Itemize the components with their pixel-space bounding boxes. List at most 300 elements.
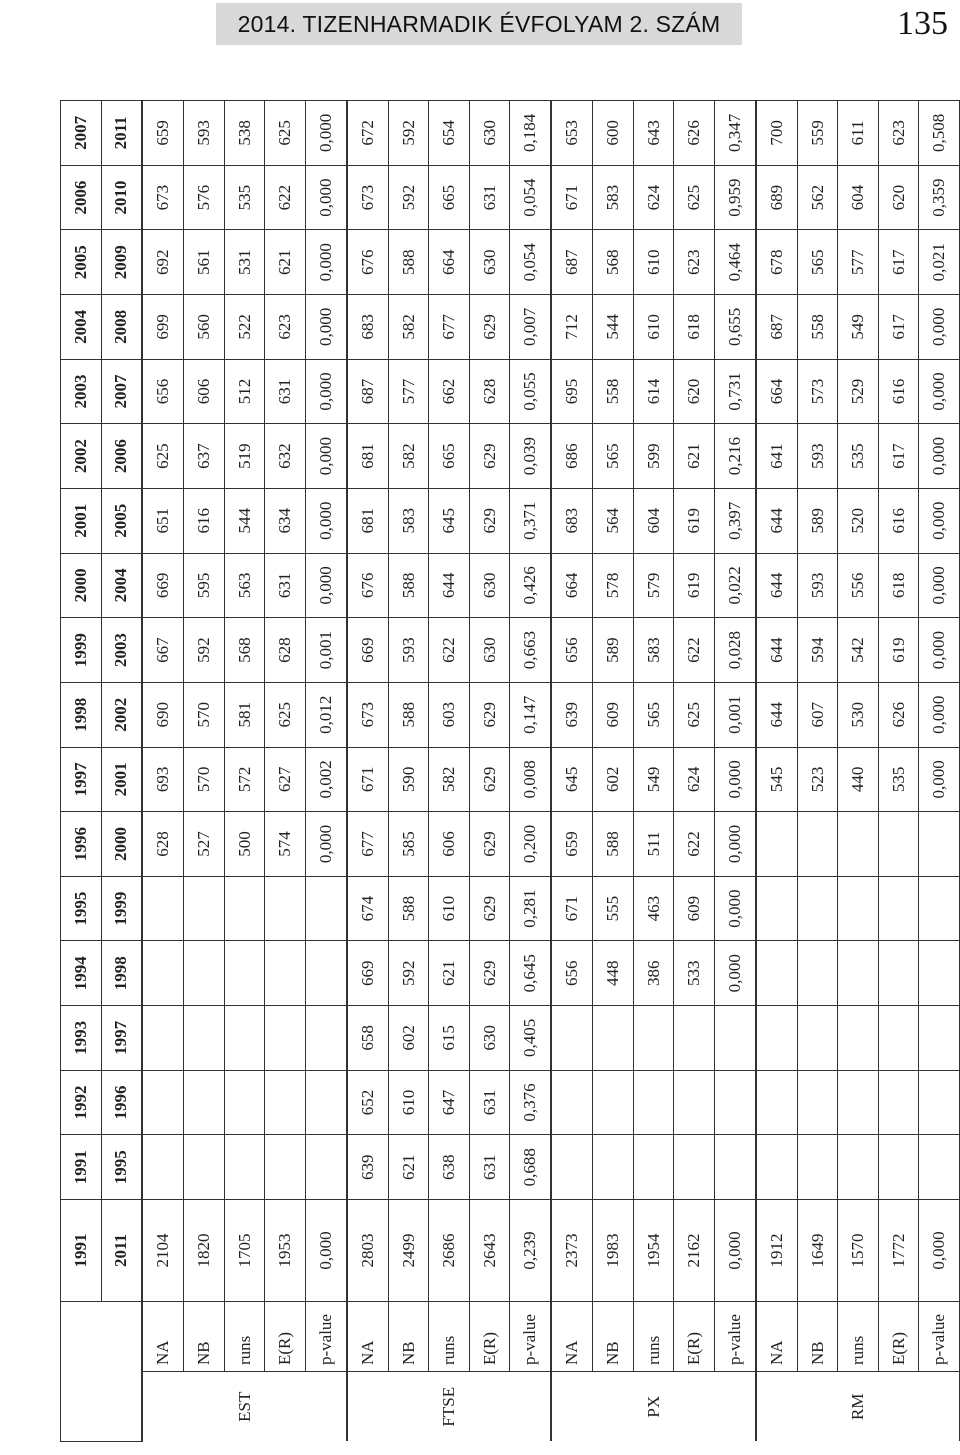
value-cell: 639: [551, 682, 592, 747]
value-cell: 609: [593, 682, 634, 747]
value-cell: 629: [469, 876, 510, 941]
value-cell: 0,039: [510, 424, 551, 489]
value-cell: 683: [347, 295, 388, 360]
value-cell: 561: [184, 230, 225, 295]
value-cell: 0,000: [305, 488, 346, 553]
value-cell: 0,000: [919, 1200, 960, 1302]
value-cell: 629: [469, 941, 510, 1006]
value-cell: 659: [551, 812, 592, 877]
value-cell: 512: [224, 359, 265, 424]
value-cell: 616: [878, 359, 919, 424]
value-cell: 578: [593, 553, 634, 618]
value-cell: 0,000: [919, 682, 960, 747]
value-cell: 523: [797, 747, 838, 812]
value-cell: [633, 1135, 674, 1200]
value-cell: 0,426: [510, 553, 551, 618]
end-year-cell: 2000: [101, 812, 142, 877]
value-cell: 620: [674, 359, 715, 424]
value-cell: [593, 1135, 634, 1200]
value-cell: 594: [797, 618, 838, 683]
value-cell: 695: [551, 359, 592, 424]
value-cell: 0,000: [305, 424, 346, 489]
value-cell: 0,959: [714, 165, 755, 230]
end-year-cell: 1996: [101, 1070, 142, 1135]
value-cell: 630: [469, 618, 510, 683]
value-cell: 630: [469, 1006, 510, 1071]
value-cell: [305, 1006, 346, 1071]
value-cell: 0,000: [919, 295, 960, 360]
value-cell: 588: [388, 230, 429, 295]
value-cell: 511: [633, 812, 674, 877]
start-year-cell: 2002: [61, 424, 102, 489]
value-cell: 671: [347, 747, 388, 812]
value-cell: 448: [593, 941, 634, 1006]
value-cell: [674, 1006, 715, 1071]
value-cell: 689: [756, 165, 797, 230]
value-cell: 693: [142, 747, 183, 812]
value-cell: 574: [265, 812, 306, 877]
value-cell: 664: [429, 230, 470, 295]
value-cell: 631: [469, 165, 510, 230]
value-cell: 630: [469, 101, 510, 166]
value-cell: 549: [838, 295, 879, 360]
value-cell: 618: [674, 295, 715, 360]
value-cell: 0,000: [919, 424, 960, 489]
end-year-cell: 2010: [101, 165, 142, 230]
value-cell: 577: [838, 230, 879, 295]
start-year-cell: 2007: [61, 101, 102, 166]
value-cell: 674: [347, 876, 388, 941]
value-cell: 0,000: [305, 1200, 346, 1302]
value-cell: 562: [797, 165, 838, 230]
value-cell: 565: [797, 230, 838, 295]
value-cell: [265, 1006, 306, 1071]
value-cell: 619: [674, 553, 715, 618]
value-cell: 621: [265, 230, 306, 295]
value-cell: 651: [142, 488, 183, 553]
row-label: p-value: [510, 1302, 551, 1372]
value-cell: [184, 1135, 225, 1200]
value-cell: 593: [797, 553, 838, 618]
value-cell: [224, 1070, 265, 1135]
value-cell: 0,371: [510, 488, 551, 553]
value-cell: 662: [429, 359, 470, 424]
value-cell: [838, 876, 879, 941]
value-cell: 627: [265, 747, 306, 812]
table-row: [633, 101, 674, 1442]
value-cell: [224, 876, 265, 941]
value-cell: 676: [347, 230, 388, 295]
value-cell: [551, 1006, 592, 1071]
value-cell: 664: [756, 359, 797, 424]
row-label: E(R): [265, 1302, 306, 1372]
value-cell: [838, 812, 879, 877]
value-cell: 669: [347, 618, 388, 683]
value-cell: [674, 1070, 715, 1135]
value-cell: 1954: [633, 1200, 674, 1302]
value-cell: 2686: [429, 1200, 470, 1302]
row-label: p-value: [714, 1302, 755, 1372]
start-year-cell: 1991: [61, 1135, 102, 1200]
value-cell: 671: [551, 876, 592, 941]
value-cell: 634: [265, 488, 306, 553]
value-cell: 681: [347, 488, 388, 553]
value-cell: 639: [347, 1135, 388, 1200]
value-cell: [142, 1135, 183, 1200]
value-cell: 622: [265, 165, 306, 230]
value-cell: 590: [388, 747, 429, 812]
value-cell: 622: [674, 618, 715, 683]
value-cell: 629: [469, 424, 510, 489]
value-cell: [878, 1006, 919, 1071]
value-cell: 592: [388, 165, 429, 230]
value-cell: 2104: [142, 1200, 183, 1302]
value-cell: [756, 1135, 797, 1200]
table-row: [347, 101, 388, 1442]
value-cell: 0,000: [714, 747, 755, 812]
value-cell: 0,405: [510, 1006, 551, 1071]
value-cell: [184, 876, 225, 941]
value-cell: 616: [878, 488, 919, 553]
value-cell: 558: [797, 295, 838, 360]
value-cell: 570: [184, 747, 225, 812]
value-cell: 1912: [756, 1200, 797, 1302]
value-cell: 577: [388, 359, 429, 424]
value-cell: 0,054: [510, 230, 551, 295]
value-cell: [714, 1070, 755, 1135]
end-year-cell: 2009: [101, 230, 142, 295]
value-cell: [265, 1135, 306, 1200]
value-cell: 2643: [469, 1200, 510, 1302]
row-label: E(R): [878, 1302, 919, 1372]
value-cell: 0,054: [510, 165, 551, 230]
value-cell: 0,184: [510, 101, 551, 166]
value-cell: 624: [633, 165, 674, 230]
value-cell: 1983: [593, 1200, 634, 1302]
value-cell: 573: [797, 359, 838, 424]
value-cell: 530: [838, 682, 879, 747]
value-cell: 0,000: [919, 747, 960, 812]
value-cell: [305, 1135, 346, 1200]
value-cell: 0,000: [305, 812, 346, 877]
value-cell: [756, 1006, 797, 1071]
value-cell: 669: [347, 941, 388, 1006]
value-cell: 656: [551, 618, 592, 683]
row-label: NB: [388, 1302, 429, 1372]
value-cell: 0,001: [305, 618, 346, 683]
index-name: EST: [142, 1372, 346, 1442]
value-cell: 1570: [838, 1200, 879, 1302]
value-cell: 463: [633, 876, 674, 941]
value-cell: 664: [551, 553, 592, 618]
value-cell: [797, 941, 838, 1006]
table-row: [469, 101, 510, 1442]
value-cell: 2162: [674, 1200, 715, 1302]
value-cell: 617: [878, 230, 919, 295]
value-cell: [265, 941, 306, 1006]
value-cell: 560: [184, 295, 225, 360]
table-row: [878, 101, 919, 1442]
value-cell: 644: [429, 553, 470, 618]
value-cell: 582: [388, 424, 429, 489]
start-year-cell: 2005: [61, 230, 102, 295]
value-cell: 533: [674, 941, 715, 1006]
value-cell: 617: [878, 424, 919, 489]
value-cell: 588: [388, 553, 429, 618]
value-cell: 631: [469, 1135, 510, 1200]
value-cell: 589: [797, 488, 838, 553]
value-cell: 599: [633, 424, 674, 489]
value-cell: [142, 876, 183, 941]
table-row: [510, 101, 551, 1442]
value-cell: 544: [224, 488, 265, 553]
value-cell: 558: [593, 359, 634, 424]
value-cell: [797, 1070, 838, 1135]
value-cell: 0,347: [714, 101, 755, 166]
value-cell: 617: [878, 295, 919, 360]
value-cell: 0,731: [714, 359, 755, 424]
value-cell: 630: [469, 230, 510, 295]
table-row: [224, 101, 265, 1442]
start-year-cell: 1995: [61, 876, 102, 941]
value-cell: 687: [756, 295, 797, 360]
value-cell: 632: [265, 424, 306, 489]
value-cell: [184, 1070, 225, 1135]
value-cell: [142, 1070, 183, 1135]
value-cell: [797, 876, 838, 941]
value-cell: 644: [756, 618, 797, 683]
value-cell: [838, 1135, 879, 1200]
value-cell: 602: [388, 1006, 429, 1071]
value-cell: 628: [265, 618, 306, 683]
value-cell: [305, 941, 346, 1006]
row-label: runs: [429, 1302, 470, 1372]
value-cell: 538: [224, 101, 265, 166]
value-cell: 620: [878, 165, 919, 230]
value-cell: 559: [797, 101, 838, 166]
value-cell: 0,200: [510, 812, 551, 877]
journal-header: 2014. TIZENHARMADIK ÉVFOLYAM 2. SZÁM: [216, 3, 742, 45]
value-cell: 610: [633, 295, 674, 360]
table-row: [756, 101, 797, 1442]
value-cell: [184, 941, 225, 1006]
value-cell: 644: [756, 682, 797, 747]
end-year-cell: 2007: [101, 359, 142, 424]
value-cell: [551, 1135, 592, 1200]
value-cell: 535: [878, 747, 919, 812]
value-cell: [593, 1070, 634, 1135]
table-row: [797, 101, 838, 1442]
value-cell: 592: [184, 618, 225, 683]
value-cell: 621: [429, 941, 470, 1006]
value-cell: 0,655: [714, 295, 755, 360]
value-cell: 570: [184, 682, 225, 747]
value-cell: 690: [142, 682, 183, 747]
value-cell: 673: [347, 682, 388, 747]
row-label: E(R): [469, 1302, 510, 1372]
value-cell: 606: [184, 359, 225, 424]
value-cell: 0,216: [714, 424, 755, 489]
value-cell: [674, 1135, 715, 1200]
value-cell: 678: [756, 230, 797, 295]
table-row: [919, 101, 960, 1442]
value-cell: 629: [469, 812, 510, 877]
end-year-row: [101, 101, 142, 1442]
value-cell: [919, 941, 960, 1006]
value-cell: 622: [429, 618, 470, 683]
value-cell: 656: [551, 941, 592, 1006]
value-cell: 671: [551, 165, 592, 230]
value-cell: 564: [593, 488, 634, 553]
value-cell: 589: [593, 618, 634, 683]
value-cell: [265, 876, 306, 941]
value-cell: 572: [224, 747, 265, 812]
value-cell: 535: [224, 165, 265, 230]
value-cell: [224, 941, 265, 1006]
corner-cell: [61, 1302, 143, 1442]
value-cell: [878, 941, 919, 1006]
value-cell: 588: [388, 876, 429, 941]
value-cell: 669: [142, 553, 183, 618]
value-cell: 0,000: [714, 941, 755, 1006]
value-cell: 593: [184, 101, 225, 166]
row-label: runs: [838, 1302, 879, 1372]
row-label: runs: [224, 1302, 265, 1372]
value-cell: 629: [469, 682, 510, 747]
value-cell: [224, 1006, 265, 1071]
value-cell: 600: [593, 101, 634, 166]
value-cell: 686: [551, 424, 592, 489]
value-cell: 520: [838, 488, 879, 553]
value-cell: 673: [347, 165, 388, 230]
value-cell: 667: [142, 618, 183, 683]
value-cell: [838, 1070, 879, 1135]
value-cell: [305, 876, 346, 941]
value-cell: [838, 941, 879, 1006]
value-cell: [797, 1006, 838, 1071]
value-cell: 659: [142, 101, 183, 166]
value-cell: 631: [265, 553, 306, 618]
value-cell: 0,007: [510, 295, 551, 360]
value-cell: 0,688: [510, 1135, 551, 1200]
value-cell: 588: [593, 812, 634, 877]
value-cell: 606: [429, 812, 470, 877]
value-cell: 581: [224, 682, 265, 747]
value-cell: 565: [633, 682, 674, 747]
value-cell: 623: [674, 230, 715, 295]
value-cell: 604: [838, 165, 879, 230]
value-cell: 585: [388, 812, 429, 877]
start-year-cell: 2003: [61, 359, 102, 424]
start-year-cell: 2001: [61, 488, 102, 553]
value-cell: 386: [633, 941, 674, 1006]
value-cell: 592: [388, 101, 429, 166]
value-cell: 583: [633, 618, 674, 683]
table-row: [593, 101, 634, 1442]
value-cell: 0,000: [305, 101, 346, 166]
table-row: [305, 101, 346, 1442]
end-year-cell: 2011: [101, 1200, 142, 1302]
value-cell: 628: [142, 812, 183, 877]
value-cell: 593: [388, 618, 429, 683]
value-cell: [184, 1006, 225, 1071]
row-label: p-value: [305, 1302, 346, 1372]
value-cell: 0,000: [305, 359, 346, 424]
value-cell: 700: [756, 101, 797, 166]
value-cell: 629: [469, 295, 510, 360]
value-cell: 0,055: [510, 359, 551, 424]
value-cell: 0,147: [510, 682, 551, 747]
value-cell: 568: [593, 230, 634, 295]
end-year-cell: 2006: [101, 424, 142, 489]
row-label: NA: [551, 1302, 592, 1372]
value-cell: 610: [429, 876, 470, 941]
value-cell: [878, 812, 919, 877]
start-year-cell: 1993: [61, 1006, 102, 1071]
value-cell: 631: [265, 359, 306, 424]
value-cell: 619: [674, 488, 715, 553]
value-cell: 1649: [797, 1200, 838, 1302]
value-cell: 645: [429, 488, 470, 553]
value-cell: 595: [184, 553, 225, 618]
value-cell: 616: [184, 488, 225, 553]
start-year-cell: 1999: [61, 618, 102, 683]
value-cell: 643: [633, 101, 674, 166]
value-cell: 0,000: [305, 553, 346, 618]
value-cell: 0,000: [305, 230, 346, 295]
table-row: [388, 101, 429, 1442]
value-cell: 647: [429, 1070, 470, 1135]
value-cell: [714, 1135, 755, 1200]
end-year-cell: 2001: [101, 747, 142, 812]
end-year-cell: 2011: [101, 101, 142, 166]
value-cell: 583: [593, 165, 634, 230]
value-cell: 637: [184, 424, 225, 489]
value-cell: 519: [224, 424, 265, 489]
row-label: NB: [184, 1302, 225, 1372]
table-row: [714, 101, 755, 1442]
value-cell: 2373: [551, 1200, 592, 1302]
table-row: [265, 101, 306, 1442]
value-cell: 0,021: [919, 230, 960, 295]
value-cell: 629: [469, 488, 510, 553]
end-year-cell: 2008: [101, 295, 142, 360]
value-cell: [224, 1135, 265, 1200]
value-cell: 625: [142, 424, 183, 489]
value-cell: [919, 812, 960, 877]
start-year-cell: 1998: [61, 682, 102, 747]
value-cell: 607: [797, 682, 838, 747]
value-cell: 531: [224, 230, 265, 295]
value-cell: 542: [838, 618, 879, 683]
row-label: E(R): [674, 1302, 715, 1372]
value-cell: 1772: [878, 1200, 919, 1302]
value-cell: 625: [265, 682, 306, 747]
row-label: NB: [797, 1302, 838, 1372]
value-cell: 623: [878, 101, 919, 166]
value-cell: 0,000: [714, 876, 755, 941]
value-cell: 0,000: [919, 618, 960, 683]
value-cell: [919, 1070, 960, 1135]
end-year-cell: 2004: [101, 553, 142, 618]
value-cell: 544: [593, 295, 634, 360]
value-cell: 645: [551, 747, 592, 812]
value-cell: 0,000: [714, 1200, 755, 1302]
value-cell: 699: [142, 295, 183, 360]
value-cell: [919, 1135, 960, 1200]
value-cell: 0,397: [714, 488, 755, 553]
start-year-cell: 1997: [61, 747, 102, 812]
